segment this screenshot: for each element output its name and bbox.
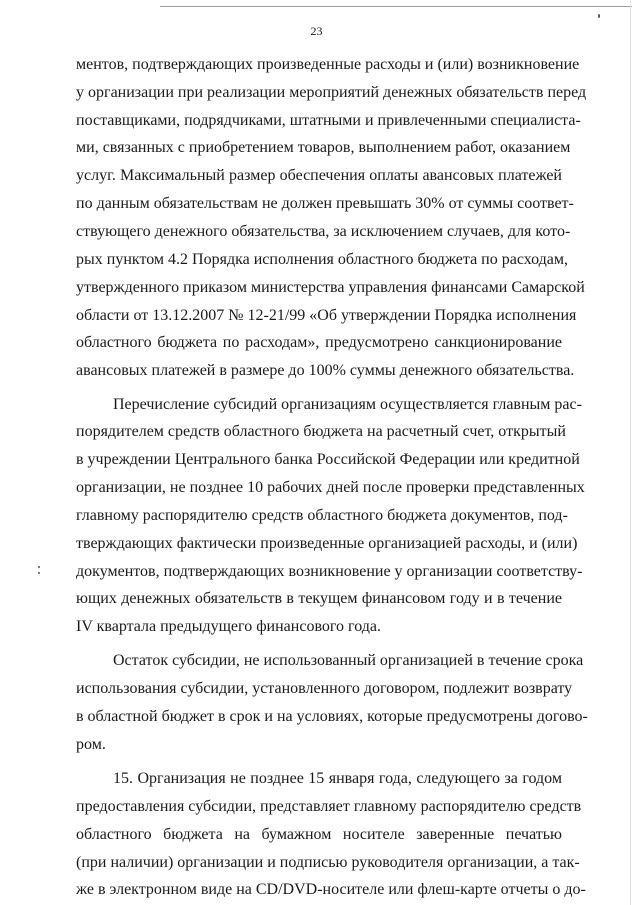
text-line: в областной бюджет в срок и на условиях, которые предусмотрены догово- — [76, 708, 588, 725]
text-line: ствующего денежного обязательства, за исключением случаев, для кото- — [76, 223, 571, 240]
text-line: ющих денежных обязательств в текущем финансовом году и в течение — [76, 590, 562, 607]
text-line: услуг. Максимальный размер обеспечения оплаты авансовых платежей — [76, 167, 562, 184]
text-line: ми, связанных с приобретением товаров, выполнением работ, оказанием — [76, 139, 571, 156]
text-line: в учреждении Центрального банка Российской Федерации или кредитной — [76, 451, 580, 468]
text-line: у организации при реализации мероприятий денежных обязательств перед — [76, 84, 587, 101]
text-line: по данным обязательствам не должен превышать 30% от суммы соответ- — [76, 195, 574, 212]
text-line: областного бюджета по расходам», предусмотрено санкционирование — [76, 334, 562, 351]
text-line: 15. Организация не позднее 15 января года, следующего за годом — [113, 770, 562, 787]
text-line: Остаток субсидии, не использованный организацией в течение срока — [113, 652, 584, 669]
text-line: областного бюджета на бумажном носителе заверенные печатью — [76, 826, 562, 843]
text-line: предоставления субсидии, представляет главному распорядителю средств — [76, 798, 582, 815]
scan-speck — [38, 566, 40, 568]
text-line: IV квартала предыдущего финансового года. — [76, 618, 381, 635]
text-line: документов, подтверждающих возникновение у организации соответству- — [76, 563, 583, 580]
text-line: рых пунктом 4.2 Порядка исполнения областного бюджета по расходам, — [76, 251, 569, 268]
text-line: использования субсидии, установленного договором, подлежит возврату — [76, 680, 573, 697]
text-line: главному распорядителю средств областного бюджета документов, под- — [76, 507, 568, 524]
text-line: утвержденного приказом министерства управления финансами Самарской — [76, 279, 585, 296]
text-line: порядителем средств областного бюджета на расчетный счет, открытый — [76, 423, 566, 440]
text-line: организации, не позднее 10 рабочих дней после проверки представленных — [76, 479, 585, 496]
scan-speck — [598, 14, 600, 18]
text-line: авансовых платежей в размере до 100% суммы денежного обязательства. — [76, 362, 575, 379]
text-line: Перечисление субсидий организациям осуществляется главным рас- — [113, 396, 582, 413]
text-line: ментов, подтверждающих произведенные расходы и (или) возникновение — [76, 56, 580, 73]
text-line: (при наличии) организации и подписью руководителя организации, а так- — [76, 854, 580, 871]
text-line: области от 13.12.2007 № 12-21/99 «Об утверждении Порядка исполнения — [76, 307, 577, 324]
text-line: поставщиками, подрядчиками, штатными и привлеченными специалиста- — [76, 112, 581, 129]
text-line: ром. — [76, 736, 106, 753]
scan-edge-shadow — [630, 0, 631, 905]
text-line: же в электронном виде на CD/DVD-носителе или флеш-карте отчеты о до- — [76, 881, 586, 898]
page-number: 23 — [310, 24, 323, 38]
scan-edge-line — [160, 6, 632, 7]
scan-speck — [38, 572, 40, 574]
text-line: тверждающих фактически произведенные организацией расходы, и (или) — [76, 535, 578, 552]
